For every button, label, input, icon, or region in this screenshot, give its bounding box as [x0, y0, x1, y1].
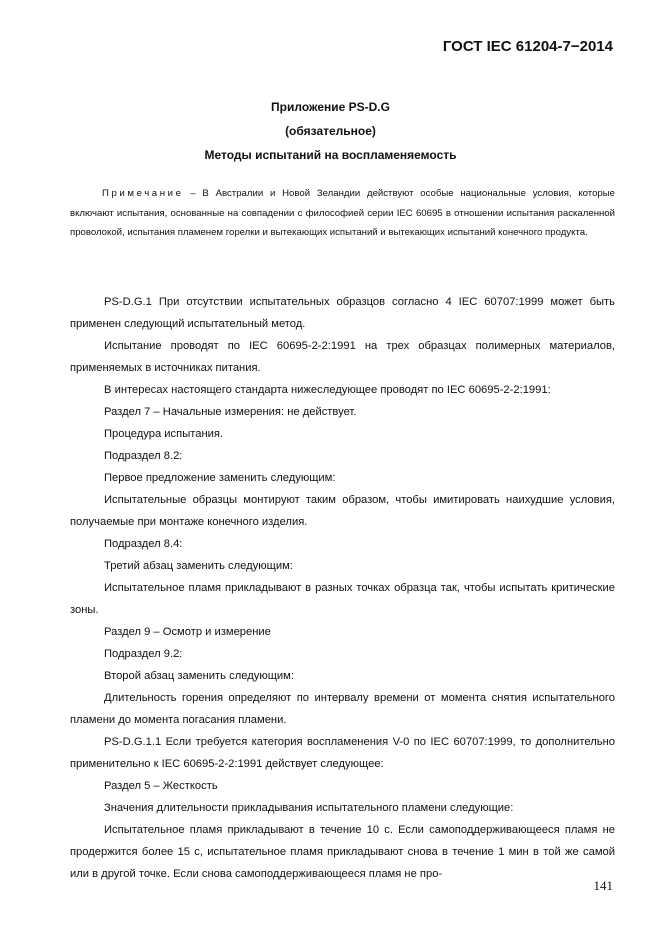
appendix-subtitle: Методы испытаний на воспламеняемость — [204, 148, 457, 162]
note-paragraph — [70, 184, 615, 243]
appendix-title: Приложение PS-D.G — [271, 100, 390, 114]
paragraph: Испытательное пламя прикладывают в разных точках образца так, чтобы испытать критические зоны. — [70, 582, 615, 616]
paragraph: Подраздел 9.2: — [104, 648, 183, 660]
paragraph: Значения длительности прикладывания испытательного пламени следующие: — [104, 802, 514, 814]
paragraph: Раздел 7 – Начальные измерения: не действует. — [104, 406, 357, 418]
paragraph: Третий абзац заменить следующим: — [104, 560, 293, 572]
paragraph: Первое предложение заменить следующим: — [104, 472, 336, 484]
paragraph: Испытательные образцы монтируют таким образом, чтобы имитировать наихудшие условия, получаемые при монтаже конечного изделия. — [70, 494, 615, 528]
document-code: ГОСТ IEC 61204-7−2014 — [442, 38, 613, 55]
paragraph: Процедура испытания. — [104, 428, 224, 440]
paragraph: В интересах настоящего стандарта нижеследующее проводят по IEC 60695-2-2:1991: — [104, 384, 551, 396]
note-label: Примечание — [102, 188, 184, 199]
paragraph: Подраздел 8.4: — [104, 538, 183, 550]
paragraph: Подраздел 8.2: — [104, 450, 183, 462]
note-block — [70, 184, 615, 243]
paragraph: Испытательное пламя прикладывают в течение 10 с. Если самоподдерживающееся пламя не продержится более 15 с, испытательное пламя прикладывают снова в течение 1 мин в той же самой или в другой точке. Если снова самоподдерживающееся пламя не про- — [70, 824, 615, 880]
note-text: – В Австралии и Новой Зеландии действуют особые национальные условия, которые включают испытания, основанные на совпадении с философией серии IEC 60695 в отношении испытания раскаленной проволокой, испытания пламенем горелки и вытекающих испытаний и вытекающих испытаний конечного продукта. — [70, 188, 615, 238]
paragraph: PS-D.G.1.1 Если требуется категория воспламенения V-0 по IEC 60707:1999, то дополнительно применительно к IEC 60695-2-2:1991 действует следующее: — [70, 736, 615, 770]
page-number: 141 — [593, 878, 613, 893]
appendix-status: (обязательное) — [285, 124, 376, 138]
body-text — [70, 291, 615, 885]
paragraph: PS-D.G.1 При отсутствии испытательных образцов согласно 4 IEC 60707:1999 может быть применен следующий испытательный метод. — [70, 296, 615, 330]
paragraph: Испытание проводят по IEC 60695-2-2:1991 на трех образцах полимерных материалов, применяемых в источниках питания. — [70, 340, 615, 374]
paragraph: Раздел 5 – Жесткость — [104, 780, 218, 792]
paragraph: Длительность горения определяют по интервалу времени от момента снятия испытательного пламени до момента погасания пламени. — [70, 692, 615, 726]
paragraph: Второй абзац заменить следующим: — [104, 670, 294, 682]
paragraph: Раздел 9 – Осмотр и измерение — [104, 626, 271, 638]
